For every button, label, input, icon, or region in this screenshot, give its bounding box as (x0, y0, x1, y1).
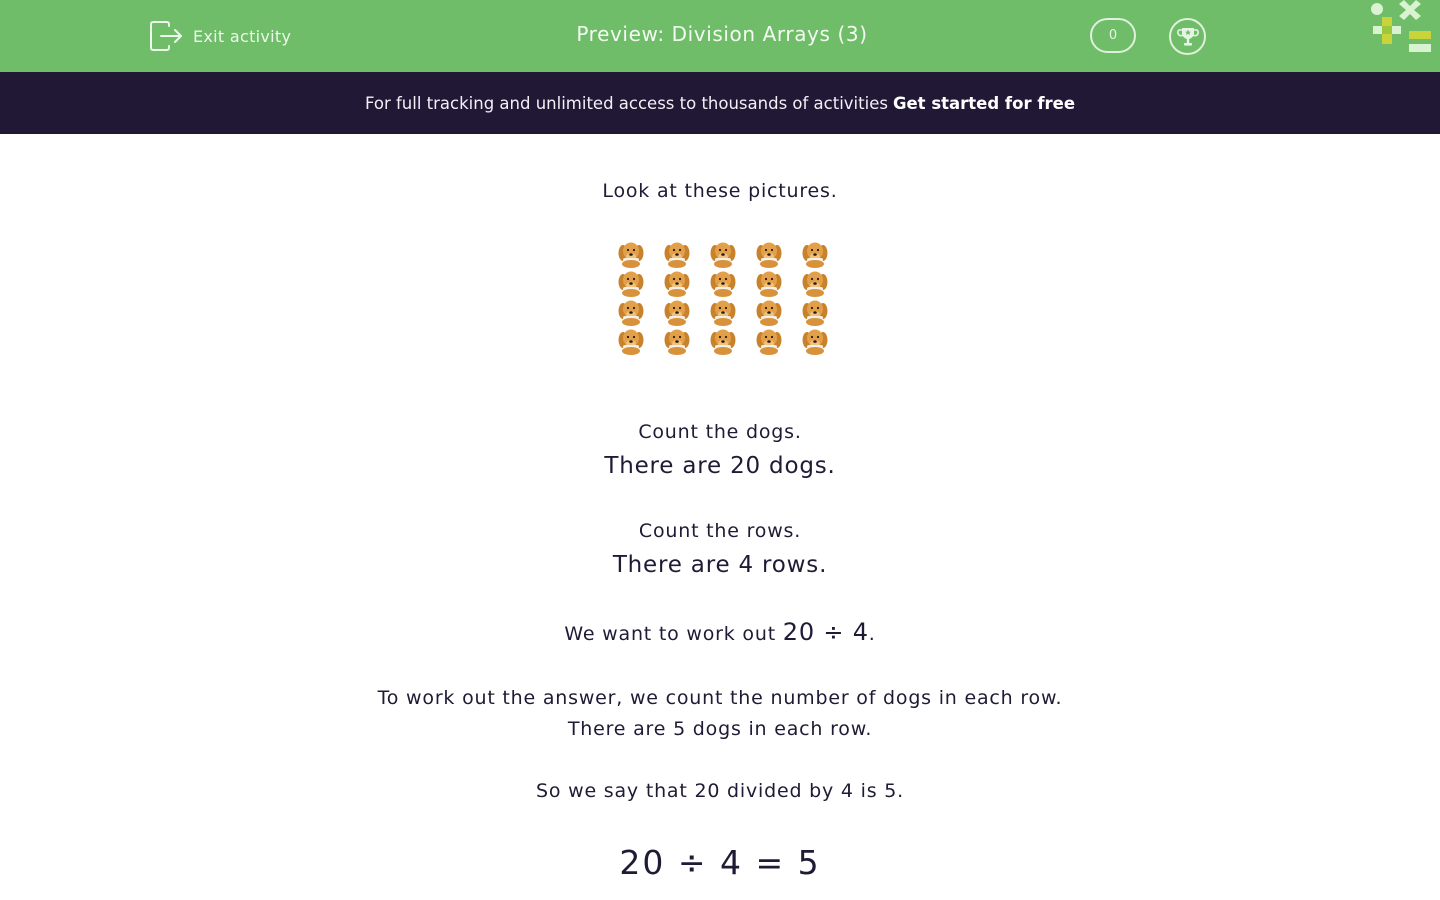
dog-icon (663, 240, 691, 268)
dog-icon (801, 298, 829, 326)
page-title: Preview: Division Arrays (3) (576, 22, 868, 46)
trophy-button[interactable] (1169, 18, 1206, 55)
dog-icon (801, 240, 829, 268)
explanation-line-1: To work out the answer, we count the number of dogs in each row. (377, 687, 1063, 709)
dog-icon (709, 269, 737, 297)
count-rows-prompt: Count the rows. (638, 520, 802, 542)
count-rows-answer: There are 4 rows. (612, 552, 828, 578)
brand-logo-icon (1368, 0, 1440, 60)
score-badge: 0 (1090, 18, 1136, 53)
explanation-line-2: There are 5 dogs in each row. (567, 718, 873, 740)
dog-icon (801, 327, 829, 355)
get-started-link[interactable]: Get started for free (892, 93, 1076, 113)
dog-icon (663, 298, 691, 326)
work-out-text: We want to work out (564, 623, 776, 645)
final-equation: 20 ÷ 4 = 5 (619, 843, 821, 882)
dog-icon (617, 298, 645, 326)
dog-icon (755, 240, 783, 268)
work-out-period: . (868, 623, 876, 645)
promo-banner (0, 72, 1440, 134)
trophy-icon (1176, 25, 1200, 49)
conclusion-text: So we say that 20 divided by 4 is 5. (536, 780, 904, 802)
dog-icon (709, 298, 737, 326)
top-bar (0, 0, 1440, 72)
work-out-expression: 20 ÷ 4 (782, 618, 869, 646)
dog-icon (663, 269, 691, 297)
count-dogs-answer: There are 20 dogs. (604, 453, 836, 479)
count-dogs-prompt: Count the dogs. (638, 421, 802, 443)
exit-activity-label: Exit activity (193, 26, 292, 46)
dog-icon (617, 240, 645, 268)
promo-text: For full tracking and unlimited access to thousands of activities (364, 93, 888, 113)
dog-icon (709, 240, 737, 268)
dog-icon (617, 327, 645, 355)
dog-icon (663, 327, 691, 355)
work-out-sentence (0, 618, 1440, 646)
dog-icon (801, 269, 829, 297)
dog-icon (709, 327, 737, 355)
dog-icon (755, 327, 783, 355)
dog-icon (617, 269, 645, 297)
dog-icon (755, 298, 783, 326)
dog-array (617, 240, 829, 355)
dog-icon (755, 269, 783, 297)
intro-text: Look at these pictures. (602, 180, 838, 202)
